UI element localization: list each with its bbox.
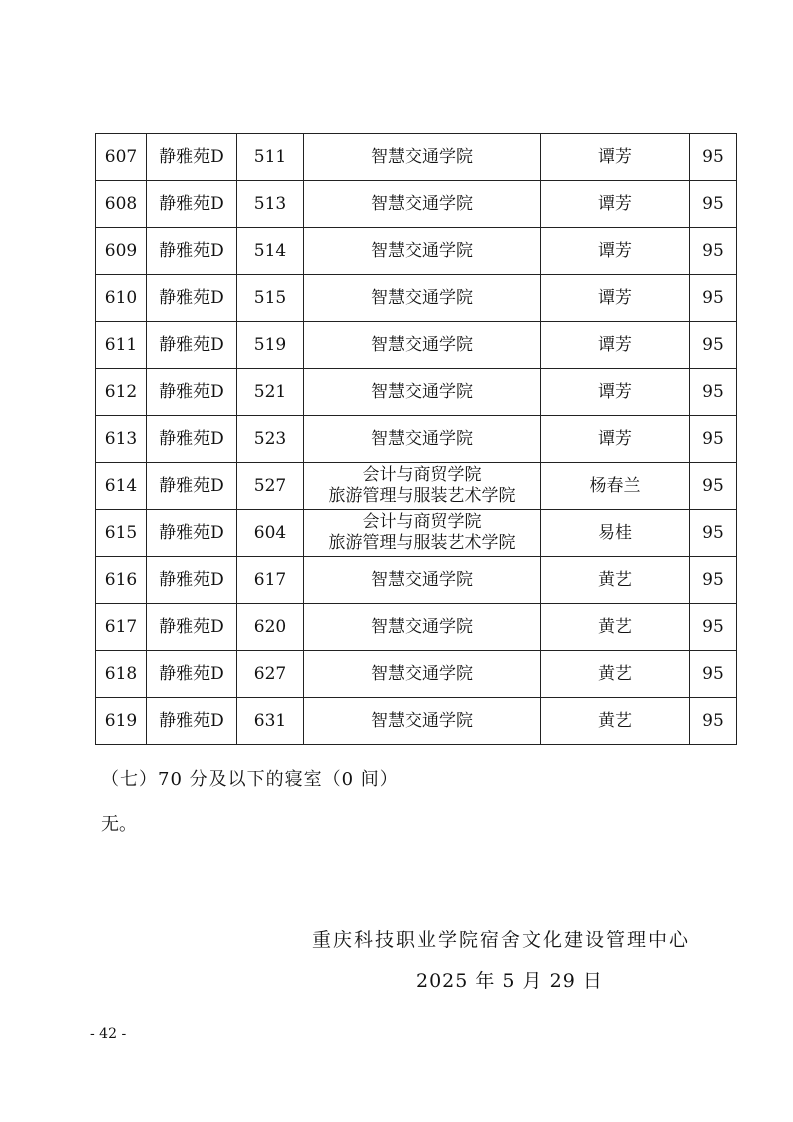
score-cell: 95 [690, 181, 737, 228]
building-cell: 静雅苑D [147, 651, 237, 698]
counselor-cell: 谭芳 [541, 228, 690, 275]
score-cell: 95 [690, 228, 737, 275]
row-number-cell: 617 [96, 604, 147, 651]
building-cell: 静雅苑D [147, 557, 237, 604]
college-name: 智慧交通学院 [371, 663, 473, 684]
table-row [96, 557, 737, 604]
building-cell: 静雅苑D [147, 322, 237, 369]
college-cell [304, 698, 541, 745]
section-heading: （七）70 分及以下的寝室（0 间） [101, 769, 399, 790]
counselor-cell: 谭芳 [541, 134, 690, 181]
issue-date: 2025 年 5 月 29 日 [416, 970, 603, 992]
room-cell: 631 [237, 698, 304, 745]
college-cell [304, 463, 541, 510]
score-cell: 95 [690, 463, 737, 510]
table-row [96, 275, 737, 322]
college-cell [304, 651, 541, 698]
building-cell: 静雅苑D [147, 275, 237, 322]
table-row [96, 322, 737, 369]
dormitory-score-table [95, 133, 737, 745]
college-name: 会计与商贸学院 [362, 465, 482, 485]
counselor-cell: 谭芳 [541, 369, 690, 416]
college-name: 智慧交通学院 [371, 428, 473, 449]
counselor-cell: 黄艺 [541, 557, 690, 604]
table-row [96, 651, 737, 698]
room-cell: 519 [237, 322, 304, 369]
row-number-cell: 618 [96, 651, 147, 698]
score-cell: 95 [690, 651, 737, 698]
table-body [96, 134, 737, 745]
row-number-cell: 609 [96, 228, 147, 275]
page-number: - 42 - [90, 1026, 127, 1042]
counselor-cell: 黄艺 [541, 604, 690, 651]
counselor-cell: 谭芳 [541, 416, 690, 463]
building-cell: 静雅苑D [147, 416, 237, 463]
college-cell [304, 322, 541, 369]
counselor-cell: 黄艺 [541, 651, 690, 698]
counselor-cell: 杨春兰 [541, 463, 690, 510]
building-cell: 静雅苑D [147, 134, 237, 181]
score-cell: 95 [690, 322, 737, 369]
table-row [96, 463, 737, 510]
table-row [96, 369, 737, 416]
room-cell: 604 [237, 510, 304, 557]
table-row [96, 134, 737, 181]
room-cell: 527 [237, 463, 304, 510]
issuer-name: 重庆科技职业学院宿舍文化建设管理中心 [312, 929, 691, 951]
room-cell: 511 [237, 134, 304, 181]
room-cell: 514 [237, 228, 304, 275]
row-number-cell: 613 [96, 416, 147, 463]
college-cell [304, 181, 541, 228]
building-cell: 静雅苑D [147, 369, 237, 416]
college-cell [304, 510, 541, 557]
college-cell [304, 228, 541, 275]
table-row [96, 416, 737, 463]
table-row [96, 698, 737, 745]
college-name: 智慧交通学院 [371, 710, 473, 731]
college-name: 旅游管理与服装艺术学院 [328, 533, 516, 553]
score-cell: 95 [690, 416, 737, 463]
room-cell: 627 [237, 651, 304, 698]
score-cell: 95 [690, 369, 737, 416]
college-name: 智慧交通学院 [371, 569, 473, 590]
college-cell [304, 275, 541, 322]
building-cell: 静雅苑D [147, 698, 237, 745]
row-number-cell: 611 [96, 322, 147, 369]
room-cell: 513 [237, 181, 304, 228]
college-name: 智慧交通学院 [371, 193, 473, 214]
college-name: 旅游管理与服装艺术学院 [328, 486, 516, 506]
room-cell: 523 [237, 416, 304, 463]
building-cell: 静雅苑D [147, 463, 237, 510]
score-cell: 95 [690, 275, 737, 322]
room-cell: 521 [237, 369, 304, 416]
counselor-cell: 黄艺 [541, 698, 690, 745]
college-name: 智慧交通学院 [371, 616, 473, 637]
building-cell: 静雅苑D [147, 604, 237, 651]
building-cell: 静雅苑D [147, 181, 237, 228]
score-cell: 95 [690, 604, 737, 651]
score-cell: 95 [690, 698, 737, 745]
row-number-cell: 612 [96, 369, 147, 416]
college-cell [304, 604, 541, 651]
score-cell: 95 [690, 557, 737, 604]
college-cell [304, 416, 541, 463]
college-name: 智慧交通学院 [371, 240, 473, 261]
score-cell: 95 [690, 510, 737, 557]
building-cell: 静雅苑D [147, 228, 237, 275]
college-name: 智慧交通学院 [371, 287, 473, 308]
college-name: 智慧交通学院 [371, 381, 473, 402]
row-number-cell: 615 [96, 510, 147, 557]
row-number-cell: 608 [96, 181, 147, 228]
table-row [96, 604, 737, 651]
row-number-cell: 610 [96, 275, 147, 322]
college-cell [304, 134, 541, 181]
counselor-cell: 谭芳 [541, 322, 690, 369]
room-cell: 620 [237, 604, 304, 651]
table-row [96, 228, 737, 275]
row-number-cell: 607 [96, 134, 147, 181]
table-row [96, 181, 737, 228]
college-name: 智慧交通学院 [371, 146, 473, 167]
section-body: 无。 [101, 814, 137, 835]
table-row [96, 510, 737, 557]
counselor-cell: 谭芳 [541, 275, 690, 322]
counselor-cell: 谭芳 [541, 181, 690, 228]
score-cell: 95 [690, 134, 737, 181]
counselor-cell: 易桂 [541, 510, 690, 557]
college-cell [304, 369, 541, 416]
room-cell: 617 [237, 557, 304, 604]
row-number-cell: 619 [96, 698, 147, 745]
row-number-cell: 614 [96, 463, 147, 510]
college-cell [304, 557, 541, 604]
building-cell: 静雅苑D [147, 510, 237, 557]
college-name: 智慧交通学院 [371, 334, 473, 355]
college-name: 会计与商贸学院 [362, 512, 482, 532]
room-cell: 515 [237, 275, 304, 322]
row-number-cell: 616 [96, 557, 147, 604]
